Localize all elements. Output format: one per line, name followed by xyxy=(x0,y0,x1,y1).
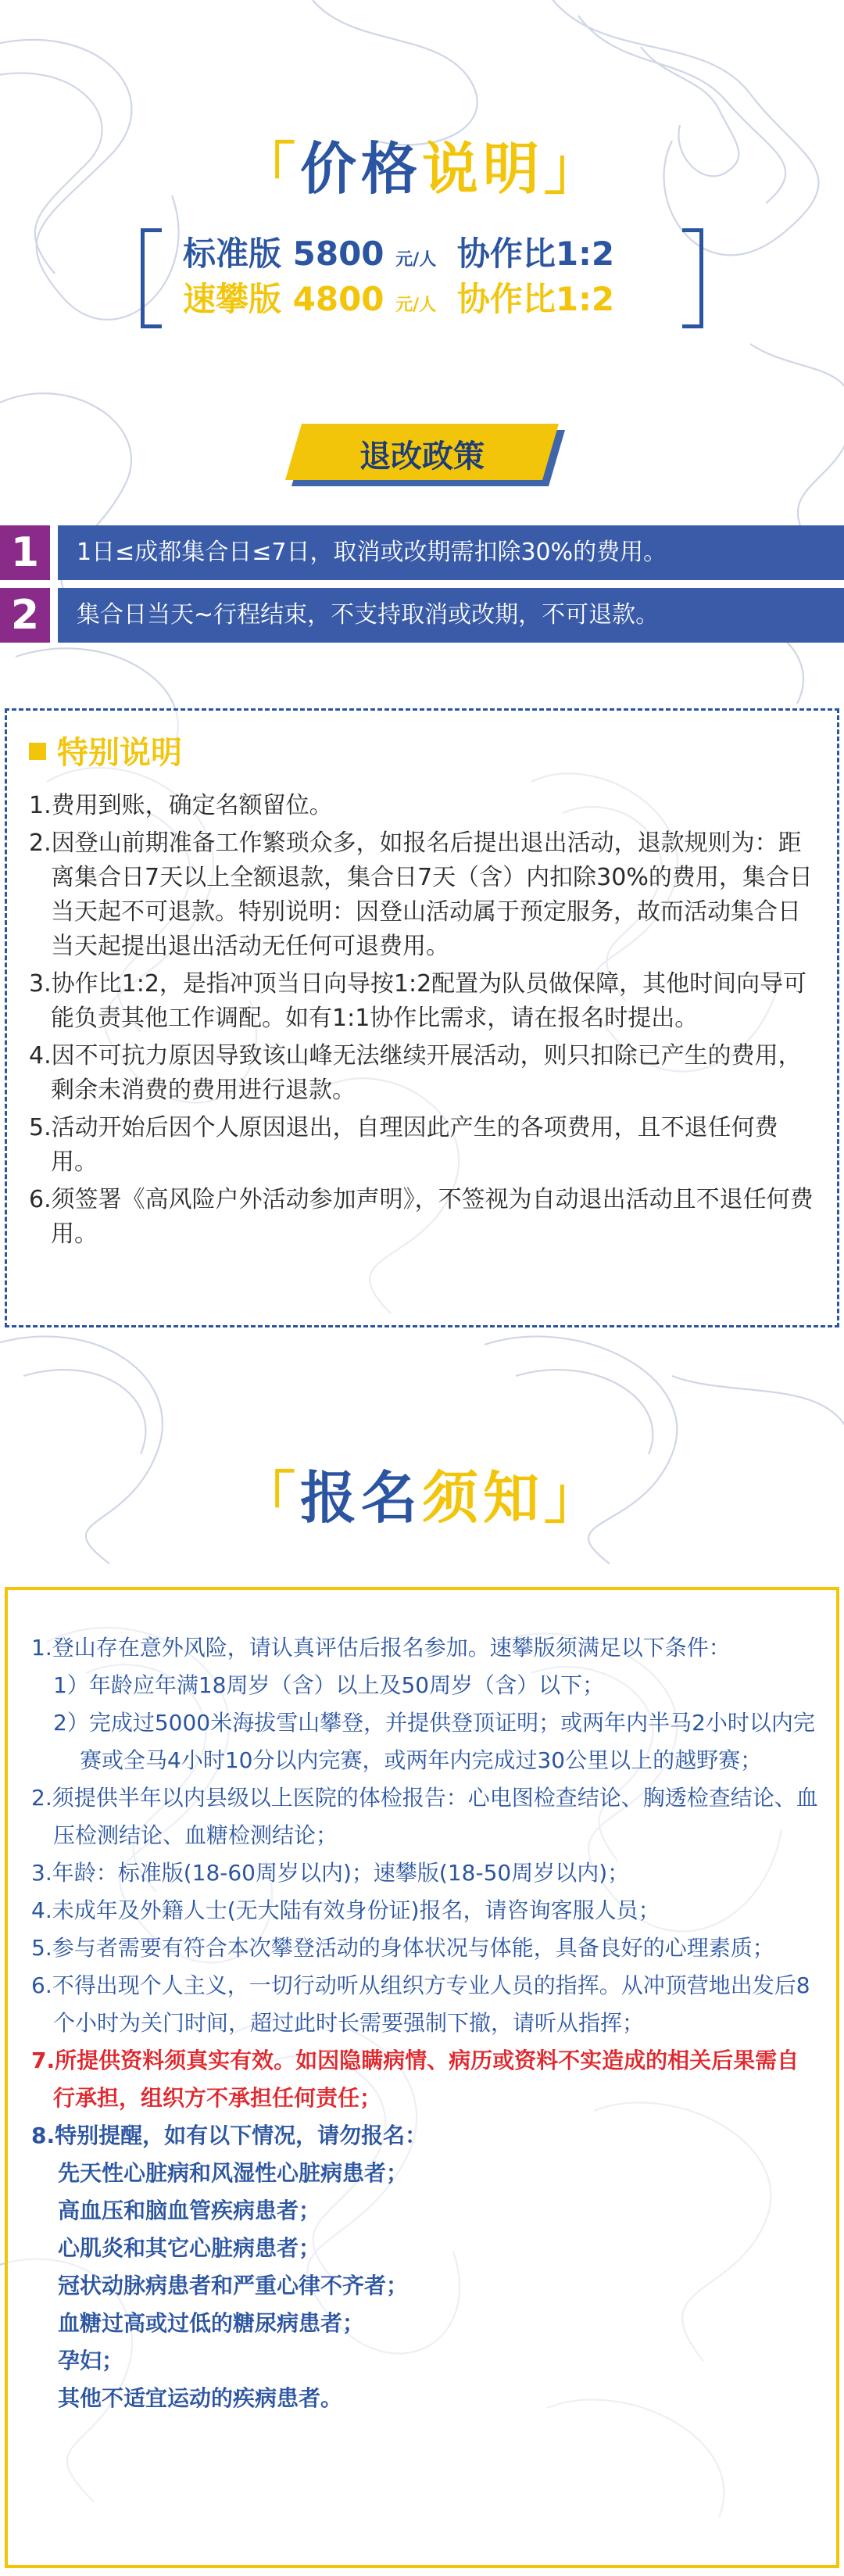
note-item: 1.费用到账，确定名额留位。 xyxy=(29,792,333,819)
row-number-badge: 1 xyxy=(0,525,50,580)
registration-item-5: 5.参与者需要有符合本次攀登活动的身体状况与体能，具备良好的心理素质； xyxy=(31,1935,774,1961)
title-part-1: 报名 xyxy=(299,1465,422,1531)
note-item: 6.须签署《高风险户外活动参加声明》，不签视为自动退出活动且不退任何费用。 xyxy=(29,1186,814,1248)
condition-item: 孕妇； xyxy=(58,2348,124,2374)
special-notes-heading-text: 特别说明 xyxy=(57,735,182,771)
registration-item-1: 1.登山存在意外风险，请认真评估后报名参加。速攀版须满足以下条件： xyxy=(31,1635,731,1661)
banner-text: 退改政策 xyxy=(359,439,485,475)
registration-item-4: 4.未成年及外籍人士(无大陆有效身份证)报名，请咨询客服人员； xyxy=(31,1897,660,1923)
title-bracket-left: 「 xyxy=(238,1465,300,1531)
refund-policy-banner xyxy=(285,424,559,480)
fast-name: 速攀版 xyxy=(183,280,282,318)
condition-item: 高血压和脑血管疾病患者； xyxy=(58,2198,321,2223)
standard-price: 5800 xyxy=(292,235,384,273)
standard-name: 标准版 xyxy=(183,235,282,273)
condition-item: 先天性心脏病和风湿性心脏病患者； xyxy=(58,2160,409,2186)
registration-item-6: 6.不得出现个人主义，一切行动听从组织方专业人员的指挥。从冲顶营地出发后8个小时为关门时间，超过此时长需要强制下撤，请听从指挥； xyxy=(31,1972,810,2036)
special-notes-list xyxy=(29,789,818,1255)
title-bracket-right: 」 xyxy=(544,1465,606,1531)
title-bracket-left: 「 xyxy=(238,136,300,202)
standard-unit: 元/人 xyxy=(395,250,437,270)
special-notes-box xyxy=(5,708,839,1327)
title-part-1: 价格 xyxy=(299,136,422,202)
registration-list xyxy=(31,1629,821,2417)
note-item: 3.协作比1:2，是指冲顶当日向导按1:2配置为队员做保障，其他时间向导可能负责其他工作调配。如有1:1协作比需求，请在报名时提出。 xyxy=(29,970,807,1032)
registration-item-3: 3.年龄：标准版(18-60周岁以内)；速攀版(18-50周岁以内)； xyxy=(31,1860,630,1886)
row-number-badge: 2 xyxy=(0,588,50,643)
fast-price-row xyxy=(183,274,614,321)
price-bracket-left xyxy=(141,228,162,328)
refund-row-1 xyxy=(0,525,844,580)
note-item: 4.因不可抗力原因导致该山峰无法继续开展活动，则只扣除已产生的费用，剩余未消费的费用进行退款。 xyxy=(29,1042,802,1104)
condition-item: 其他不适宜运动的疾病患者。 xyxy=(58,2385,343,2411)
registration-subitem: 2）完成过5000米海拔雪山攀登，并提供登顶证明；或两年内半马2小时以内完赛或全马4小时10分以内完赛，或两年内完成过30公里以上的越野赛； xyxy=(53,1710,815,1773)
title-part-2: 须知 xyxy=(422,1465,545,1531)
price-box xyxy=(141,228,703,321)
refund-row-2 xyxy=(0,588,844,643)
fast-price: 4800 xyxy=(292,280,384,318)
standard-ratio: 协作比1:2 xyxy=(456,235,615,273)
standard-price-row xyxy=(183,228,614,275)
special-notes-heading xyxy=(29,728,182,772)
condition-item: 冠状动脉病患者和严重心律不齐者； xyxy=(58,2273,409,2298)
registration-subitem: 1）年龄应年满18周岁（含）以上及50周岁（含）以下； xyxy=(53,1672,605,1698)
price-section-title xyxy=(0,124,844,205)
fast-unit: 元/人 xyxy=(395,296,437,315)
row-text: 集合日当天~行程结束，不支持取消或改期，不可退款。 xyxy=(58,588,844,643)
condition-item: 心肌炎和其它心脏病患者； xyxy=(58,2235,321,2261)
price-bracket-right xyxy=(682,228,703,328)
condition-item: 血糖过高或过低的糖尿病患者； xyxy=(58,2310,365,2336)
registration-item-7-warning: 7.所提供资料须真实有效。如因隐瞒病情、病历或资料不实造成的相关后果需自行承担，组织方不承担任何责任； xyxy=(31,2048,799,2111)
square-bullet-icon xyxy=(29,743,46,760)
registration-box xyxy=(5,1587,839,2568)
row-text: 1日≤成都集合日≤7日，取消或改期需扣除30%的费用。 xyxy=(58,525,844,580)
note-item: 5.活动开始后因个人原因退出，自理因此产生的各项费用，且不退任何费用。 xyxy=(29,1114,778,1176)
registration-section-title xyxy=(0,1453,844,1534)
registration-item-2: 2.须提供半年以内县级以上医院的体检报告：心电图检查结论、胸透检查结论、血压检测结论、血糖检测结论； xyxy=(31,1785,818,1848)
note-item: 2.因登山前期准备工作繁琐众多，如报名后提出退出活动，退款规则为：距离集合日7天以上全额退款，集合日7天（含）内扣除30%的费用，集合日当天起不可退款。特别说明：因登山活动属于预定服务，故而活动集合日当天起提出退出活动无任何可退费用。 xyxy=(29,829,813,960)
fast-ratio: 协作比1:2 xyxy=(456,280,615,318)
registration-item-8: 8.特别提醒，如有以下情况，请勿报名： xyxy=(31,2123,427,2148)
title-bracket-right: 」 xyxy=(544,136,606,202)
title-part-2: 说明 xyxy=(422,136,545,202)
